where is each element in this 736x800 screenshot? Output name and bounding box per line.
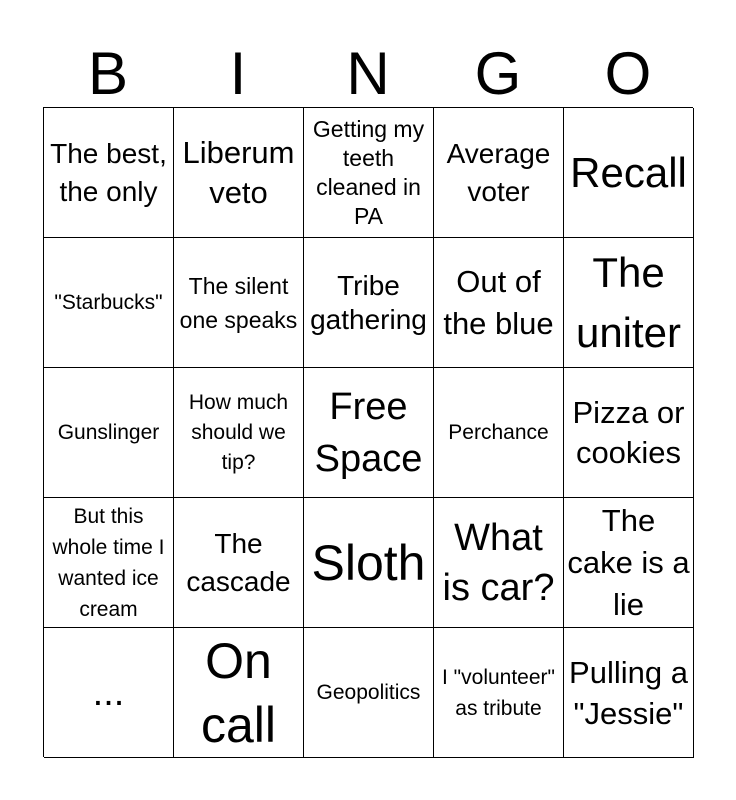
- bingo-cell[interactable]: [44, 628, 174, 758]
- cell-text: Getting my teeth cleaned in PA: [312, 115, 425, 229]
- header-letter-b: B: [87, 40, 129, 107]
- bingo-cell[interactable]: [304, 108, 434, 238]
- bingo-cell[interactable]: [174, 108, 304, 238]
- header-letter-n: N: [346, 40, 390, 107]
- bingo-cell[interactable]: [564, 238, 694, 368]
- header-letter-o: O: [604, 40, 652, 107]
- bingo-cell[interactable]: [434, 628, 564, 758]
- bingo-cell[interactable]: [434, 238, 564, 368]
- cell-text: Perchance: [448, 420, 549, 444]
- bingo-cell[interactable]: [564, 498, 694, 628]
- bingo-cell[interactable]: [44, 368, 174, 498]
- header-letter-g: G: [474, 40, 522, 107]
- cell-text: The best, the only: [50, 137, 167, 207]
- bingo-cell[interactable]: [304, 238, 434, 368]
- bingo-cell[interactable]: [564, 108, 694, 238]
- bingo-cell[interactable]: [174, 368, 304, 498]
- cell-text: The cake is a lie: [567, 502, 690, 622]
- cell-text: Pizza or cookies: [572, 394, 685, 470]
- bingo-cell[interactable]: [304, 628, 434, 758]
- cell-text: "Starbucks": [54, 290, 163, 314]
- bingo-cell[interactable]: [434, 368, 564, 498]
- bingo-cell[interactable]: [564, 628, 694, 758]
- cell-text: ...: [92, 671, 125, 714]
- bingo-header: [43, 40, 693, 108]
- bingo-cell[interactable]: [434, 108, 564, 238]
- cell-text: The cascade: [186, 527, 291, 597]
- header-letter-i: I: [229, 40, 247, 107]
- bingo-cell[interactable]: [44, 108, 174, 238]
- bingo-grid: [43, 107, 693, 757]
- bingo-cell[interactable]: [564, 368, 694, 498]
- bingo-cell[interactable]: [174, 498, 304, 628]
- cell-text: Average voter: [446, 137, 551, 207]
- cell-text: I "volunteer" as tribute: [442, 665, 555, 720]
- cell-text: Out of the blue: [443, 263, 554, 341]
- bingo-cell[interactable]: [174, 238, 304, 368]
- cell-text: Recall: [570, 148, 687, 196]
- cell-text: Pulling a "Jessie": [569, 654, 688, 731]
- cell-text: Gunslinger: [57, 420, 160, 444]
- cell-text: The silent one speaks: [179, 272, 298, 333]
- cell-text: But this whole time I wanted ice cream: [52, 504, 165, 621]
- cell-text: Liberum veto: [182, 134, 295, 210]
- cell-text: Tribe gathering: [310, 269, 427, 335]
- cell-text: The uniter: [575, 248, 682, 356]
- cell-text: Sloth: [311, 534, 426, 591]
- free-space-cell[interactable]: [304, 368, 434, 498]
- cell-text: Geopolitics: [316, 680, 421, 704]
- bingo-cell[interactable]: [44, 498, 174, 628]
- cell-text: Free Space: [314, 385, 423, 480]
- cell-text: On call: [200, 632, 277, 753]
- bingo-cell[interactable]: [304, 498, 434, 628]
- cell-text: How much should we tip?: [188, 390, 289, 474]
- bingo-cell[interactable]: [44, 238, 174, 368]
- bingo-cell[interactable]: [434, 498, 564, 628]
- bingo-cell[interactable]: [174, 628, 304, 758]
- cell-text: What is car?: [442, 516, 555, 609]
